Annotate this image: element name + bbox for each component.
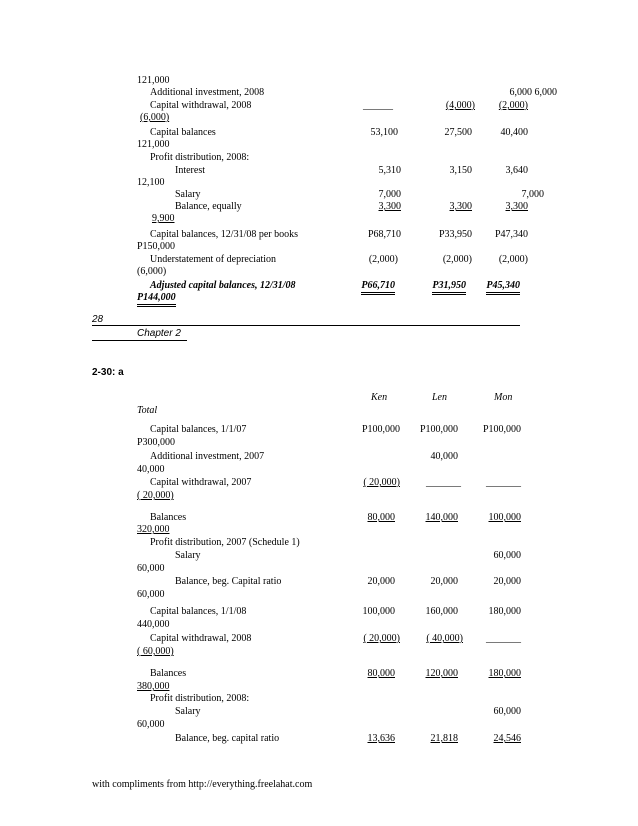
wrap-total: ( 60,000) [137,646,174,657]
cell: P100,000 [419,424,458,435]
cell: P100,000 [482,424,521,435]
cell: 7,000 [521,189,544,200]
page-number: 28 [92,314,104,325]
wrap-total: 380,000 [137,681,170,692]
wrap-total: (6,000) [140,112,170,123]
wrap-total: 9,900 [152,213,175,224]
cell: 20,000 [493,576,521,587]
chapter-label: Chapter 2 [137,328,181,339]
row-label: Balances [150,512,187,523]
cell: ( 20,000) [363,633,400,644]
row-label: Capital withdrawal, 2008 [150,633,252,644]
row-label: Profit distribution, 2008: [150,152,250,163]
row-label: Capital balances [150,127,216,138]
row-label: Salary [175,550,201,561]
cell: P66,710 [361,280,395,295]
cell: P33,950 [438,229,472,240]
row-label: Capital balances, 12/31/08 per books [150,229,299,240]
wrap-total: 121,000 [137,139,170,150]
chapter-rule [92,340,187,341]
cell: 3,150 [449,165,472,176]
cell: 100,000 [362,606,395,617]
cell: 3,300 [449,201,472,212]
cell: ______ [363,100,393,111]
row-label: Additional investment, 2007 [150,451,265,462]
row-total: 6,000 6,000 [509,87,557,98]
wrap-total: (6,000) [137,266,167,277]
row-label: Profit distribution, 2008: [150,693,250,704]
cell: (2,000) [498,254,528,265]
cell: 13,636 [367,733,395,744]
row-label: Balances [150,668,187,679]
cell: 180,000 [488,668,521,679]
cell: P31,950 [432,280,466,295]
wrap-total: 12,100 [137,177,165,188]
wrap-total: 60,000 [137,719,165,730]
wrap-total: 440,000 [137,619,170,630]
cell: (2,000) [498,100,528,111]
cell: 60,000 [493,550,521,561]
wrap-total: 121,000 [137,75,170,86]
cell: 60,000 [493,706,521,717]
cell: (2,000) [442,254,472,265]
problem-label: 2-30: a [92,367,124,378]
cell: 120,000 [425,668,458,679]
cell: 20,000 [367,576,395,587]
cell: ( 40,000) [426,633,463,644]
header-rule [92,325,520,326]
cell: 80,000 [367,512,395,523]
cell: 3,300 [505,201,528,212]
wrap-total: P300,000 [137,437,176,448]
row-label: Capital balances, 1/1/08 [150,606,247,617]
cell: _______ [426,477,461,488]
cell: 3,300 [378,201,401,212]
row-label: Additional investment, 2008 [150,87,265,98]
wrap-total: 60,000 [137,589,165,600]
row-label: Salary [175,189,201,200]
cell: 40,400 [500,127,528,138]
row-label: Balance, beg. capital ratio [175,733,280,744]
cell: P45,340 [486,280,520,295]
cell: 100,000 [488,512,521,523]
cell: 80,000 [367,668,395,679]
cell: 140,000 [425,512,458,523]
row-label: Balance, equally [175,201,242,212]
column-header-ken: Ken [371,392,388,403]
cell: _______ [486,633,521,644]
column-header-total: Total [137,405,158,416]
cell: (2,000) [368,254,398,265]
footer-credit: with compliments from http://everything.freelahat.com [92,779,313,790]
cell: 7,000 [378,189,401,200]
cell: P100,000 [361,424,400,435]
cell: 180,000 [488,606,521,617]
cell: 27,500 [444,127,472,138]
row-label: Interest [175,165,205,176]
row-label: Adjusted capital balances, 12/31/08 [150,280,296,291]
row-label: Capital balances, 1/1/07 [150,424,247,435]
cell: (4,000) [445,100,475,111]
row-label: Balance, beg. Capital ratio [175,576,282,587]
wrap-total: 40,000 [137,464,165,475]
wrap-total: 60,000 [137,563,165,574]
column-header-mon: Mon [494,392,513,403]
cell: _______ [486,477,521,488]
cell: 20,000 [430,576,458,587]
wrap-total: P144,000 [137,292,176,307]
wrap-total: P150,000 [137,241,176,252]
cell: 40,000 [430,451,458,462]
cell: 160,000 [425,606,458,617]
row-label: Capital withdrawal, 2007 [150,477,252,488]
cell: 53,100 [370,127,398,138]
cell: 3,640 [505,165,528,176]
cell: P68,710 [367,229,401,240]
row-label: Salary [175,706,201,717]
cell: 24,546 [493,733,521,744]
row-label: Understatement of depreciation [150,254,277,265]
row-label: Profit distribution, 2007 (Schedule 1) [150,537,300,548]
wrap-total: ( 20,000) [137,490,174,501]
cell: ( 20,000) [363,477,400,488]
cell: P47,340 [494,229,528,240]
cell: 21,818 [430,733,458,744]
wrap-total: 320,000 [137,524,170,535]
column-header-len: Len [432,392,447,403]
row-label: Capital withdrawal, 2008 [150,100,252,111]
cell: 5,310 [378,165,401,176]
